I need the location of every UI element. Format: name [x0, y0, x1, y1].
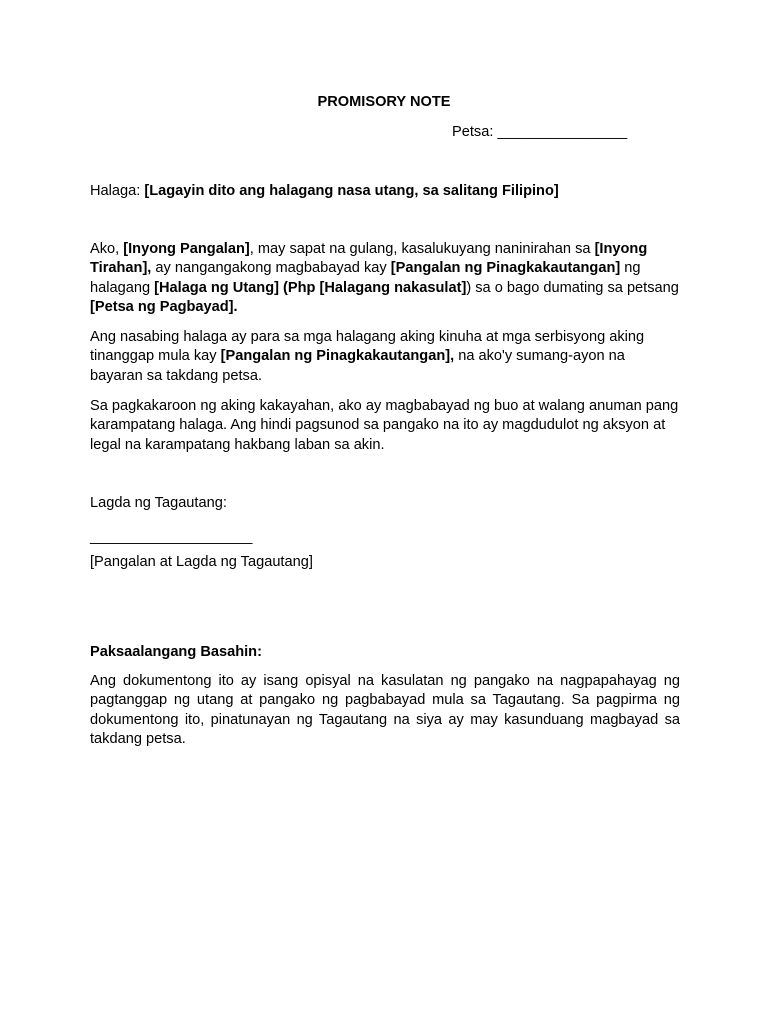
p2-text-1: Ang nasabing halaga ay para sa mga halagang aking kinuha at mga serbisyong aking tinanggap mula kay [90, 329, 645, 365]
p2-creditor-placeholder: [Pangalan ng Pinagkakautangan], [220, 348, 455, 365]
p1-php-placeholder: (Php [Halagang nakasulat] [283, 279, 467, 296]
p1-name-placeholder: [Inyong Pangalan] [123, 241, 250, 257]
p1-date-placeholder: [Petsa ng Pagbayad]. [90, 299, 238, 316]
amount-placeholder: [Lagayin dito ang halagang nasa utang, sa salitang Filipino] [144, 183, 559, 199]
p1-address-placeholder: [Inyong Tirahan], [90, 241, 648, 277]
paragraph-obligation: Sa pagkakaroon ng aking kakayahan, ako ay magbabayad ng buo at walang anuman pang karampatang halaga. Ang hindi pagsunod sa pangako na ito ay magdudulot ng aksyon at legal na karampatang hakbang laban sa akin. [90, 398, 679, 453]
signature-line: ____________________ [90, 529, 253, 545]
p1-text-2: , may sapat na gulang, kasalukuyang naninirahan sa [249, 241, 595, 257]
p1-creditor-placeholder: [Pangalan ng Pinagkakautangan] [390, 260, 621, 277]
signature-name: [Pangalan at Lagda ng Tagautang] [90, 554, 313, 570]
p1-text-6: ) sa o bago dumating sa petsang [466, 279, 679, 296]
p1-text-1: Ako, [90, 241, 124, 257]
amount-line [90, 182, 690, 201]
paragraph-promise [90, 240, 680, 318]
p1-text-3: ay nangangakong magbabayad kay [151, 260, 391, 277]
document-title: PROMISORY NOTE [317, 94, 451, 110]
p2-text-2: na ako'y sumang-ayon na bayaran sa takdang petsa. [90, 348, 625, 384]
date-line [452, 123, 627, 142]
date-blank: ________________ [497, 124, 628, 140]
reference-body: Ang dokumentong ito ay isang opisyal na kasulatan ng pangako na nagpapahayag ng pagtanggap ng utang at pangako ng pagbabayad mula sa Tagautang. Sa pagpirma ng dokumentong ito, pinatunayan ng Tagautang na siya ay may kasunduang magbayad sa takdang petsa. [90, 673, 680, 748]
p1-debt-placeholder: [Halaga ng Utang] [154, 279, 279, 296]
date-label: Petsa: [452, 124, 494, 140]
p1-text-4: ng halagang [90, 260, 641, 296]
amount-label: Halaga: [90, 183, 141, 199]
reference-title: Paksaalangang Basahin: [90, 644, 262, 660]
signature-label: Lagda ng Tagautang: [90, 495, 227, 511]
paragraph-purpose [90, 328, 680, 386]
